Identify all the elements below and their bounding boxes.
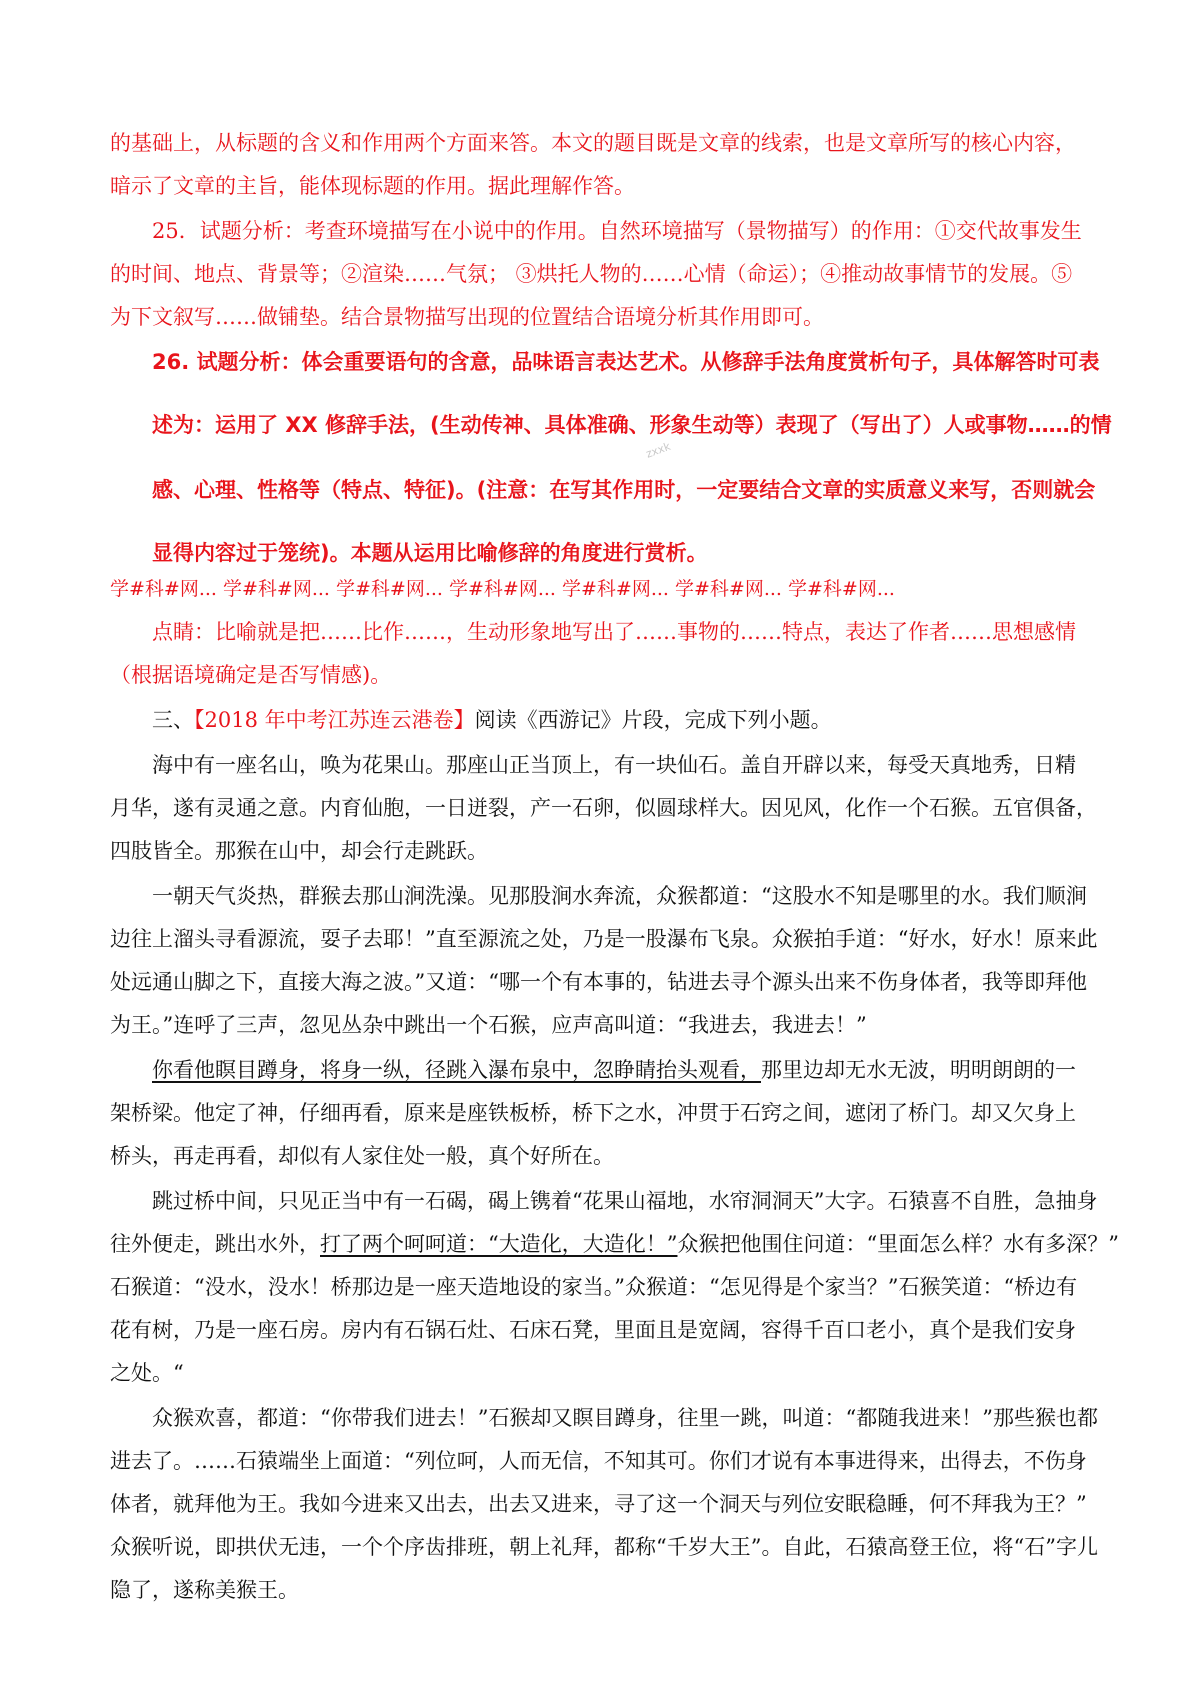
watermark-text-row: 学#科#网... 学#科#网... 学#科#网... 学#科#网... 学#科#网... 学#科#网... 学#科#网... (110, 578, 895, 600)
passage-line: 之处。“ (110, 1361, 184, 1385)
passage-line: 处远通山脚之下，直接大海之波。”又道：“哪一个有本事的，钻进去寻个源头出来不伤身体者，我等即拜他 (110, 970, 1087, 994)
passage-line: 众猴欢喜，都道：“你带我们进去！”石猴却又瞑目蹲身，往里一跳，叫道：“都随我进来！”那些猴也都 (152, 1406, 1098, 1430)
q25-analysis: 为下文叙写……做铺垫。结合景物描写出现的位置结合语境分析其作用即可。 (110, 305, 824, 329)
q26-analysis: 述为：运用了 XX 修辞手法，(生动传神、具体准确、形象生动等）表现了（写出了）人或事物……的情 (152, 413, 1112, 437)
passage-line (152, 1055, 1076, 1085)
q26-analysis: 感、心理、性格等（特点、特征)。(注意：在写其作用时，一定要结合文章的实质意义来写，否则就会 (152, 478, 1096, 502)
passage-text: 众猴把他围住问道：“里面怎么样？水有多深？” (677, 1232, 1119, 1256)
passage-text: 往外便走，跳出水外， (110, 1232, 320, 1256)
passage-text: 那里边却无水无波，明明朗朗的一 (761, 1058, 1076, 1082)
tip-line: （根据语境确定是否写情感)。 (110, 663, 392, 687)
passage-line: 一朝天气炎热，群猴去那山涧洗澡。见那股涧水奔流，众猴都道：“这股水不知是哪里的水。我们顺涧 (152, 884, 1087, 908)
passage-line: 边往上溜头寻看源流，耍子去耶！”直至源流之处，乃是一股瀑布飞泉。众猴拍手道：“好水，好水！原来此 (110, 927, 1098, 951)
section-source: 【2018 年中考江苏连云港卷】 (194, 708, 475, 732)
passage-line (110, 1229, 1119, 1259)
passage-line: 跳过桥中间，只见正当中有一石碣，碣上镌着“花果山福地，水帘洞洞天”大字。石猿喜不自胜，急抽身 (152, 1189, 1098, 1213)
q26-analysis: 显得内容过于笼统)。本题从运用比喻修辞的角度进行赏析。 (152, 541, 708, 565)
tip-line: 点睛：比喻就是把……比作……，生动形象地写出了……事物的……特点，表达了作者……思想感情 (152, 620, 1076, 644)
passage-line: 四肢皆全。那猴在山中，却会行走跳跃。 (110, 839, 488, 863)
watermark-logo: zxxk (644, 439, 673, 461)
passage-line: 为王。”连呼了三声，忽见丛杂中跳出一个石猴，应声高叫道：“我进去，我进去！” (110, 1013, 867, 1037)
passage-line: 进去了。……石猿端坐上面道：“列位呵，人而无信，不知其可。你们才说有本事进得来，出得去，不伤身 (110, 1449, 1087, 1473)
section-header (152, 705, 832, 735)
passage-line: 海中有一座名山，唤为花果山。那座山正当顶上，有一块仙石。盖自开辟以来，每受天真地秀，日精 (152, 753, 1076, 777)
passage-line: 月华，遂有灵通之意。内育仙胞，一日迸裂，产一石卵，似圆球样大。因见风，化作一个石猴。五官俱备， (110, 796, 1097, 820)
passage-line: 花有树，乃是一座石房。房内有石锅石灶、石床石凳，里面且是宽阔，容得千百口老小，真个是我们安身 (110, 1318, 1076, 1342)
q25-analysis: 的时间、地点、背景等；②渲染……气氛； ③烘托人物的……心情（命运）；④推动故事情节的发展。⑤ (110, 262, 1073, 286)
passage-line: 众猴听说，即拱伏无违，一个个序齿排班，朝上礼拜，都称“千岁大王”。自此，石猿高登王位，将“石”字儿 (110, 1535, 1098, 1559)
answer-line: 暗示了文章的主旨，能体现标题的作用。据此理解作答。 (110, 174, 635, 198)
section-instruction: 阅读《西游记》片段，完成下列小题。 (474, 708, 832, 732)
underlined-sentence: 打了两个呵呵道：“大造化，大造化！” (320, 1232, 678, 1256)
q25-analysis: 25．试题分析：考查环境描写在小说中的作用。自然环境描写（景物描写）的作用：①交代故事发生 (152, 219, 1082, 243)
passage-line: 架桥梁。他定了神，仔细再看，原来是座铁板桥，桥下之水，冲贯于石窍之间，遮闭了桥门。却又欠身上 (110, 1101, 1076, 1125)
passage-line: 石猴道：“没水，没水！桥那边是一座天造地设的家当。”众猴道：“怎见得是个家当？”石猴笑道：“桥边有 (110, 1275, 1078, 1299)
passage-line: 桥头，再走再看，却似有人家住处一般，真个好所在。 (110, 1144, 614, 1168)
passage-line: 隐了，遂称美猴王。 (110, 1578, 299, 1602)
underlined-sentence: 你看他瞑目蹲身，将身一纵，径跳入瀑布泉中，忽睁睛抬头观看， (152, 1058, 761, 1082)
section-prefix: 三、 (152, 708, 194, 732)
passage-line: 体者，就拜他为王。我如今进来又出去，出去又进来，寻了这一个洞天与列位安眠稳睡，何不拜我为王？” (110, 1492, 1087, 1516)
q26-analysis: 26. 试题分析：体会重要语句的含意，品味语言表达艺术。从修辞手法角度赏析句子，具体解答时可表 (152, 350, 1100, 374)
answer-line: 的基础上，从标题的含义和作用两个方面来答。本文的题目既是文章的线索，也是文章所写的核心内容， (110, 131, 1076, 155)
